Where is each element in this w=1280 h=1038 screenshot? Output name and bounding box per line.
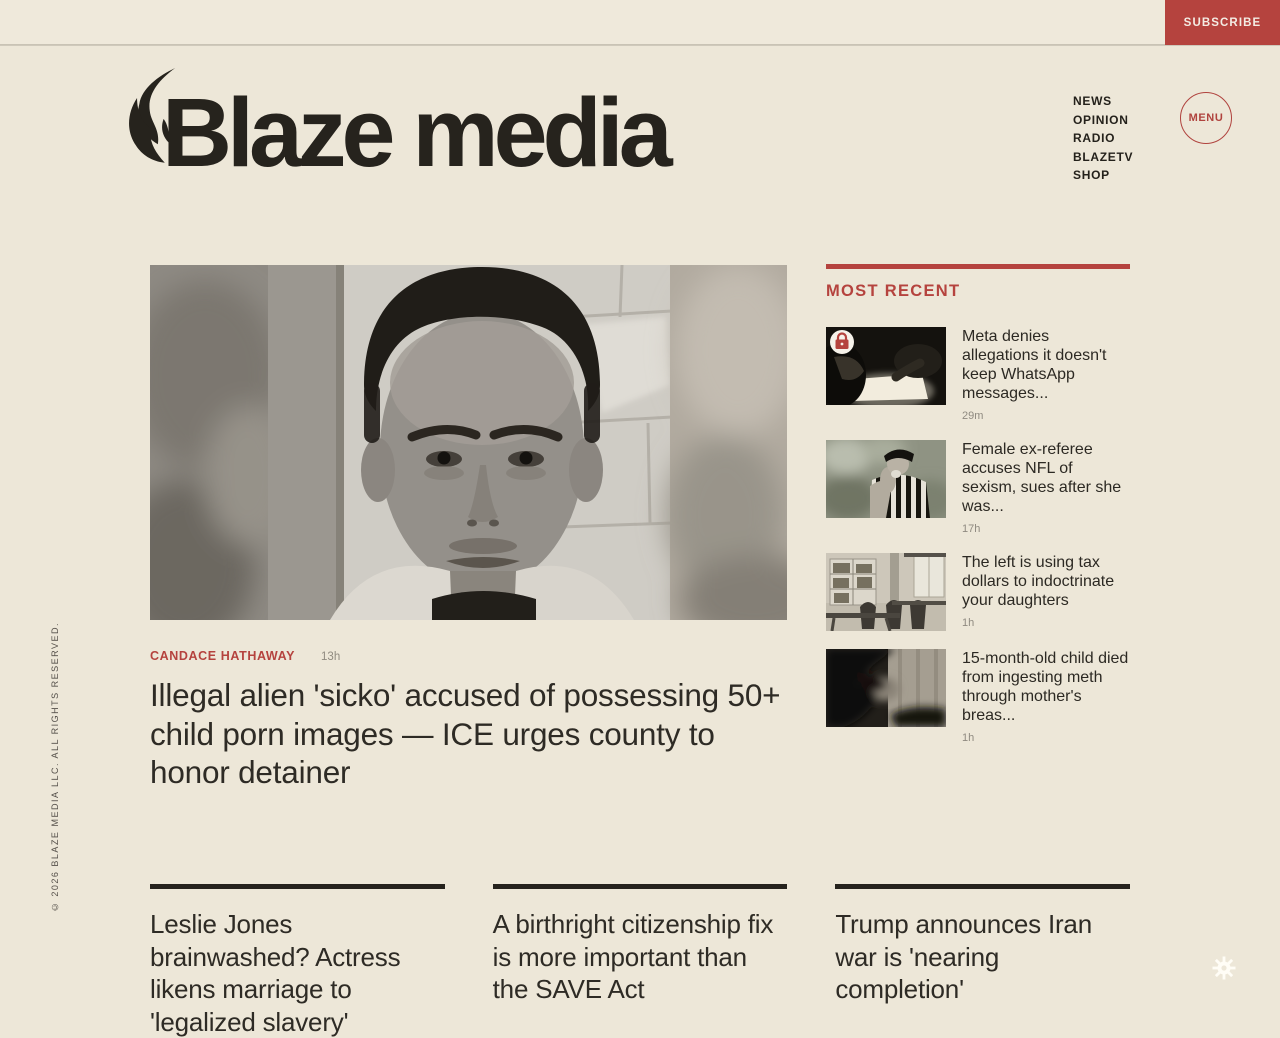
recent-headline[interactable]: Meta denies allegations it doesn't keep WhatsApp messages... [962, 328, 1107, 403]
article-top-rule [150, 884, 445, 889]
blaze-media-logo[interactable] [130, 80, 810, 198]
bottom-article [493, 884, 788, 1038]
recent-time: 1h [962, 732, 975, 745]
bottom-article [150, 884, 445, 1038]
nav-item-shop[interactable]: SHOP [1073, 168, 1110, 182]
main-headline-link[interactable]: Illegal alien 'sicko' accused of possessing 50+ child porn images — ICE urges county to honor detainer [150, 677, 781, 791]
main-article-image[interactable] [150, 265, 787, 620]
logo-wordmark: Blaze media [162, 78, 668, 187]
top-bar [0, 0, 1280, 45]
recent-headline[interactable]: The left is using tax dollars to indoctrinate your daughters [962, 554, 1115, 610]
thumbnail-infant [826, 649, 946, 727]
mugshot-photo-illustration [150, 265, 787, 620]
nav-item-news[interactable]: NEWS [1073, 94, 1112, 108]
bottom-headline-link[interactable]: Trump announces Iran war is 'nearing completion' [835, 909, 1092, 1004]
nav-item-blazetv[interactable]: BLAZETV [1073, 149, 1134, 164]
list-item[interactable] [826, 327, 1130, 422]
gear-icon[interactable] [1212, 956, 1236, 980]
thumbnail-classroom [826, 553, 946, 631]
list-item[interactable] [826, 649, 1130, 744]
nav-item-radio[interactable]: RADIO [1073, 131, 1116, 145]
main-nav [1073, 92, 1133, 185]
list-item[interactable] [826, 553, 1130, 631]
bottom-article [835, 884, 1130, 1038]
copyright-text: © 2026 BLAZE MEDIA LLC. ALL RIGHTS RESERVED. [50, 622, 60, 913]
thumbnail-referee [826, 440, 946, 518]
list-item[interactable] [826, 440, 1130, 535]
most-recent-list [826, 327, 1130, 744]
bottom-headline-link[interactable]: A birthright citizenship fix is more important than the SAVE Act [492, 909, 774, 1004]
recent-time: 29m [962, 410, 984, 423]
nav-item-opinion[interactable]: OPINION [1073, 112, 1129, 127]
most-recent-sidebar [826, 264, 1130, 762]
recent-headline[interactable]: 15-month-old child died from ingesting meth through mother's breas... [962, 650, 1129, 725]
subscribe-button[interactable]: SUBSCRIBE [1165, 0, 1280, 45]
recent-time: 1h [962, 617, 975, 630]
recent-time: 17h [962, 523, 981, 536]
bottom-articles-row [150, 884, 1130, 1038]
menu-button[interactable]: MENU [1180, 92, 1232, 144]
article-top-rule [493, 884, 788, 889]
recent-headline[interactable]: Female ex-referee accuses NFL of sexism, sues after she was... [962, 441, 1122, 516]
sidebar-top-rule [826, 264, 1130, 269]
timestamp: 13h [321, 651, 341, 663]
most-recent-title: MOST RECENT [826, 282, 961, 300]
article-top-rule [835, 884, 1130, 889]
byline [150, 649, 340, 663]
thumbnail-whatsapp [826, 327, 946, 405]
author-link[interactable]: CANDACE HATHAWAY [150, 649, 296, 663]
bottom-headline-link[interactable]: Leslie Jones brainwashed? Actress likens marriage to 'legalized slavery' [150, 909, 401, 1037]
